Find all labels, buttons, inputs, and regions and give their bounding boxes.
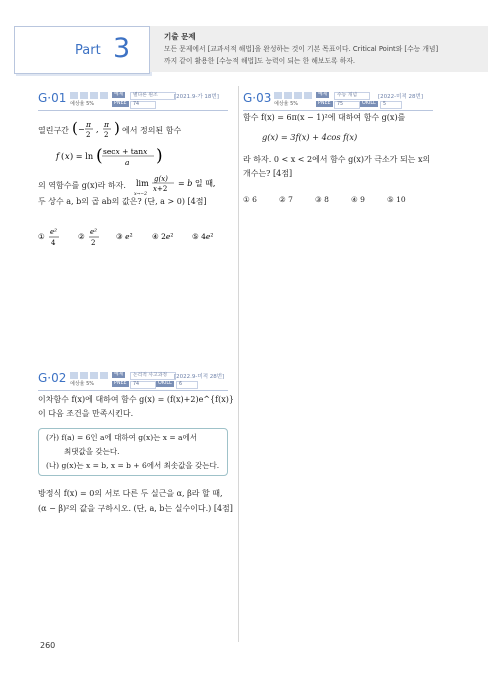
problem-id: G·02: [38, 371, 67, 385]
text-span: 열린구간: [38, 126, 69, 135]
svg-text:a: a: [125, 158, 130, 167]
svg-text:2: 2: [104, 131, 109, 139]
difficulty-square: [90, 92, 98, 99]
difficulty-square: [284, 92, 292, 99]
problem-underline: [243, 110, 433, 111]
problem-text: [38, 125, 69, 137]
condition-ga-cont: 최댓값을 갖는다.: [64, 447, 120, 456]
difficulty-square: [294, 92, 302, 99]
difficulty-square: [80, 92, 88, 99]
problem-underline: [38, 390, 228, 391]
choice-4: ④ 9: [351, 195, 365, 204]
part-number: 3: [113, 33, 131, 64]
category-tag: 예제: [114, 372, 124, 377]
stat-value: 75: [334, 101, 360, 109]
svg-text:π: π: [86, 120, 91, 129]
page-number: 260: [40, 641, 56, 650]
svg-text:②: ②: [78, 232, 85, 241]
condition-na: (나) g(x)는 x = b, x = b + 6에서 최솟값을 갖는다.: [46, 461, 220, 470]
function-formula: [56, 143, 166, 171]
condition-ga: (가) f(a) = 6인 a에 대하여 g(x)는 x = a에서: [46, 433, 198, 442]
difficulty-square: [274, 92, 282, 99]
section-title: 기출 문제: [164, 32, 196, 41]
svg-text:x: x: [65, 151, 70, 161]
problem-text: 의 역함수를 g(x)라 하자.: [38, 181, 126, 190]
stat-value: 6: [176, 381, 198, 389]
problem-text: 이 다음 조건을 만족시킨다.: [38, 409, 134, 418]
category-tag: 예제: [318, 92, 328, 97]
part-label: Part: [75, 43, 101, 58]
category-tag: 예제: [114, 92, 124, 97]
source-label: [2022.9-미적 28번]: [174, 374, 225, 380]
problem-id: G·03: [243, 91, 272, 105]
svg-text:e²: e²: [90, 228, 97, 236]
difficulty-square: [90, 372, 98, 379]
stat-tag: PNEE: [318, 101, 331, 106]
problem-text: (α − β)²의 값을 구하시오. (단, a, b는 실수이다.) [4점]: [38, 504, 233, 513]
svg-text:x+2: x+2: [153, 185, 168, 193]
problem-text: 이차함수 f(x)에 대하여 함수 g(x) = (f(x)+2)e^{f(x)}: [38, 395, 234, 404]
function-formula: g(x) = 3f(x) + 4cos f(x): [262, 132, 358, 142]
svg-text:f: f: [56, 151, 60, 161]
svg-text:,: ,: [96, 125, 99, 134]
svg-text:= b 일 때,: = b 일 때,: [178, 179, 216, 188]
svg-text:e²: e²: [50, 228, 57, 236]
description-line: 까지 같이 활용한 [수능적 해법]도 능력이 되는 한 해보도록 하자.: [164, 57, 356, 65]
svg-text:π: π: [104, 120, 109, 129]
stat-value: 5: [380, 101, 402, 109]
svg-text:①: ①: [38, 232, 45, 241]
svg-text:(: (: [72, 119, 78, 137]
svg-text:secx + tanx: secx + tanx: [103, 147, 148, 156]
svg-text:④ 2e²: ④ 2e²: [152, 232, 174, 241]
svg-text:⑤ 4e²: ⑤ 4e²: [192, 232, 214, 241]
svg-text:(: (: [61, 151, 65, 161]
svg-text:x→−2: x→−2: [134, 192, 147, 197]
problem-text: 두 상수 a, b의 곱 ab의 값은? (단, a > 0) [4점]: [38, 197, 207, 206]
choice-5: ⑤ 10: [387, 195, 406, 204]
difficulty-square: [100, 372, 108, 379]
accuracy-tag: 예상율 5%: [70, 381, 95, 387]
accuracy-tag: 예상율 5%: [274, 101, 299, 107]
problem-text: 라 하자. 0 < x < 2에서 함수 g(x)가 극소가 되는 x의: [243, 155, 431, 164]
stat-tag: PNEE: [114, 101, 127, 106]
category-tag-detail: 수능 개념: [334, 92, 370, 100]
problem-id: G·01: [38, 91, 67, 105]
svg-text:(: (: [96, 146, 103, 166]
svg-text:4: 4: [51, 239, 56, 247]
category-tag-detail: 별다른 원조: [130, 92, 176, 100]
stat-value: 74: [130, 381, 156, 389]
problem-text: 함수 f(x) = 6π(x − 1)²에 대하여 함수 g(x)를: [243, 113, 406, 122]
svg-text:−: −: [78, 125, 85, 134]
problem-text: 방정식 f(x) = 0의 서로 다른 두 실근을 α, β라 할 때,: [38, 489, 223, 498]
source-label: [2022-미적 28번]: [378, 94, 423, 100]
stat-value: 74: [130, 101, 156, 109]
problem-text: 개수는? [4점]: [243, 169, 293, 178]
svg-text:2: 2: [91, 239, 96, 247]
svg-text:g(x): g(x): [154, 175, 168, 183]
difficulty-square: [100, 92, 108, 99]
part-badge: [14, 26, 150, 74]
svg-text:2: 2: [86, 131, 91, 139]
svg-text:③ e²: ③ e²: [116, 232, 133, 241]
difficulty-square: [80, 372, 88, 379]
svg-text:): ): [156, 146, 163, 166]
choice-2: ② 7: [279, 195, 293, 204]
problem-underline: [38, 110, 228, 111]
column-divider: [238, 86, 239, 642]
svg-text:) = ln: ) = ln: [70, 151, 94, 161]
accuracy-tag: 예상율 5%: [70, 101, 95, 107]
stat-tag: OKILL: [158, 381, 172, 386]
svg-text:): ): [114, 119, 120, 137]
difficulty-square: [70, 92, 78, 99]
answer-choices: [38, 224, 228, 250]
problem-text: 에서 정의된 함수: [122, 126, 182, 135]
description-line: 모든 문제에서 [교과서적 해법]을 완성하는 것이 기본 목표이다. Critical Point와 [수능 개념]: [164, 45, 439, 53]
section-description: [164, 43, 482, 67]
difficulty-square: [304, 92, 312, 99]
stat-tag: OKILL: [362, 101, 376, 106]
difficulty-square: [70, 372, 78, 379]
stat-tag: PNEE: [114, 381, 127, 386]
choice-3: ③ 8: [315, 195, 329, 204]
source-label: [2021.9-가 18번]: [174, 94, 219, 100]
category-tag-detail: 논리적 사고과정: [130, 372, 176, 380]
choice-1: ① 6: [243, 195, 257, 204]
svg-text:lim: lim: [136, 179, 149, 188]
